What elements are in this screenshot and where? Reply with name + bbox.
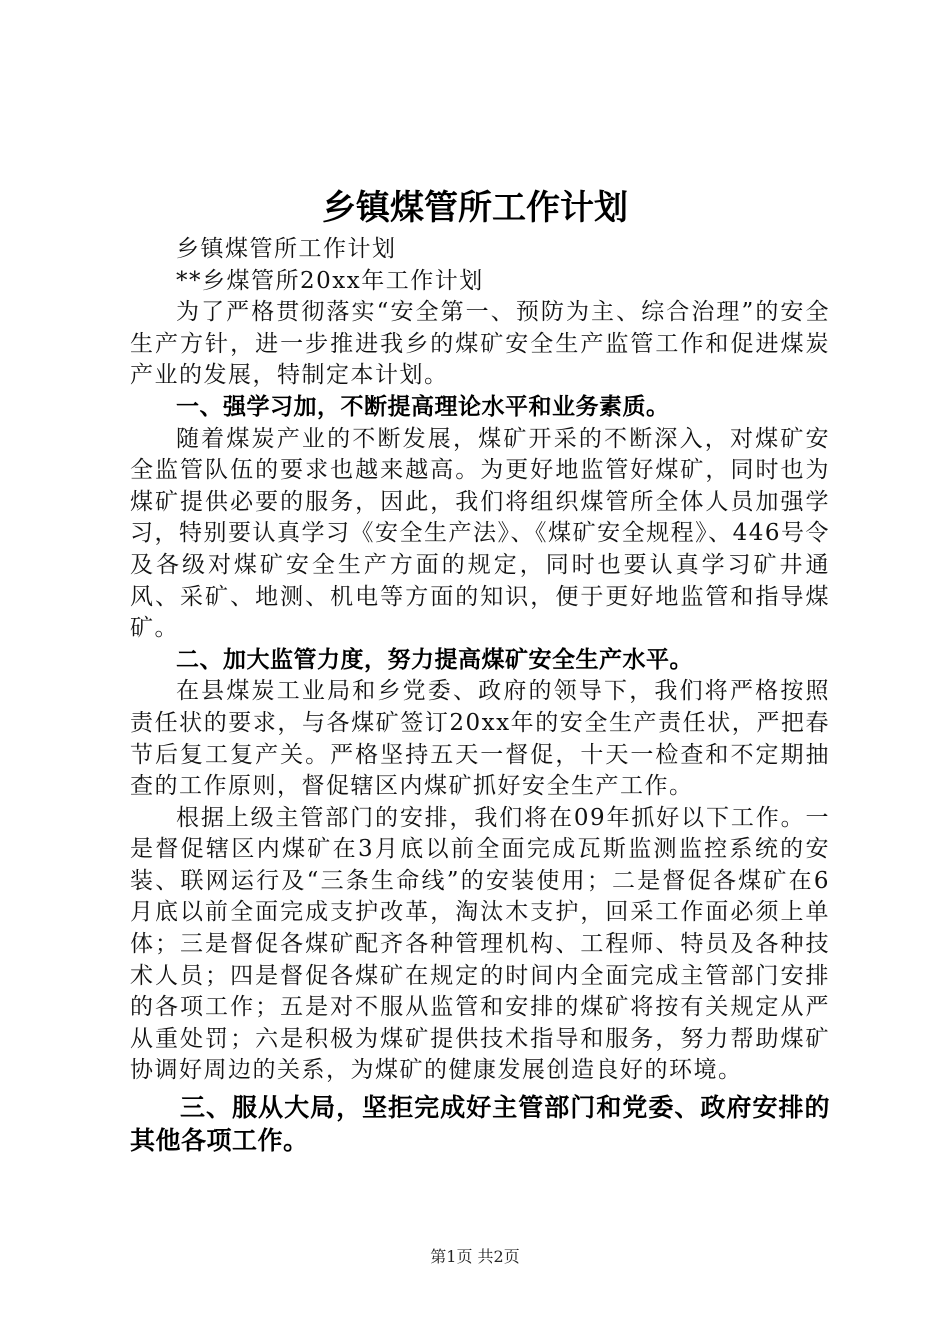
document-body — [130, 234, 830, 1157]
section-1-body: 随着煤炭产业的不断发展，煤矿开采的不断深入，对煤矿安全监管队伍的要求也越来越高。为更好地监管好煤矿，同时也为煤矿提供必要的服务，因此，我们将组织煤管所全体人员加强学习，特别要认真学习《安全生产法》、《煤矿安全规程》、446号令及各级对煤矿安全生产方面的规定，同时也要认真学习矿井通风、采矿、地测、机电等方面的知识，便于更好地监管和指导煤矿。 — [130, 425, 830, 642]
section-1-heading: 一、强学习加，不断提高理论水平和业务素质。 — [176, 393, 670, 420]
document-title: 乡镇煤管所工作计划 — [322, 188, 628, 228]
section-2-body-1: 在县煤炭工业局和乡党委、政府的领导下，我们将严格按照责任状的要求，与各煤矿签订20xx年的安全生产责任状，严把春节后复工复产关。严格坚持五天一督促，十天一检查和不定期抽查的工作原则，督促辖区内煤矿抓好安全生产工作。 — [130, 678, 830, 800]
subtitle-paragraph: 乡镇煤管所工作计划 — [176, 236, 397, 262]
plan-title-paragraph: **乡煤管所20xx年工作计划 — [176, 267, 484, 294]
section-2-body-2: 根据上级主管部门的安排，我们将在09年抓好以下工作。一是督促辖区内煤矿在3月底以前全面完成瓦斯监测监控系统的安装、联网运行及“三条生命线”的安装使用；二是督促各煤矿在6月底以前全面完成支护改革，淘汰木支护，回采工作面必须上单体；三是督促各煤矿配齐各种管理机构、工程师、特员及各种技术人员；四是督促各煤矿在规定的时间内全面完成主管部门安排的各项工作；五是对不服从监管和安排的煤矿将按有关规定从严从重处罚；六是积极为煤矿提供技术指导和服务，努力帮助煤矿协调好周边的关系，为煤矿的健康发展创造良好的环境。 — [130, 804, 830, 1084]
section-2-heading: 二、加大监管力度，努力提高煤矿安全生产水平。 — [176, 646, 693, 673]
page-footer: 第1页 共2页 — [430, 1247, 520, 1266]
intro-paragraph: 为了严格贯彻落实“安全第一、预防为主、综合治理”的安全生产方针，进一步推进我乡的煤矿安全生产监管工作和促进煤炭产业的发展，特制定本计划。 — [130, 299, 830, 389]
section-3-heading: 三、服从大局，坚拒完成好主管部门和党委、政府安排的其他各项工作。 — [130, 1093, 830, 1156]
